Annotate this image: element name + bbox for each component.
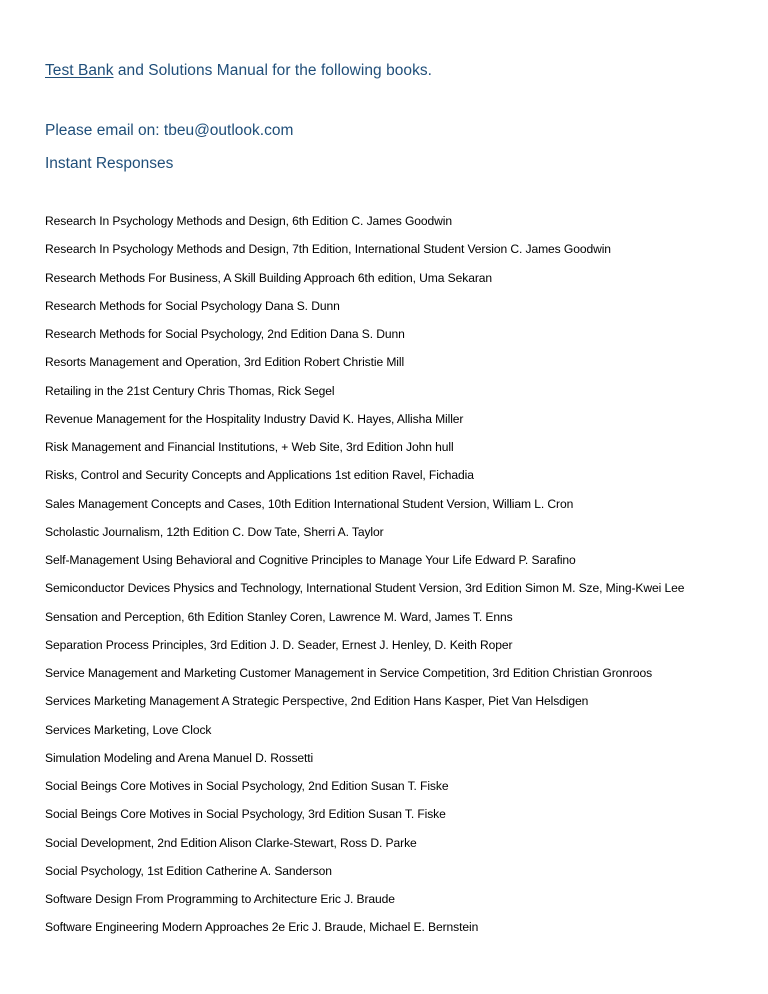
book-list-item: Services Marketing Management A Strategic Perspective, 2nd Edition Hans Kasper, Piet Van Helsdigen [45,694,589,709]
book-list-item: Scholastic Journalism, 12th Edition C. Dow Tate, Sherri A. Taylor [45,524,384,539]
book-list-item: Research Methods For Business, A Skill Building Approach 6th edition, Uma Sekaran [45,270,493,285]
book-list-item: Software Design From Programming to Architecture Eric J. Braude [45,892,395,906]
page-title [45,62,432,80]
book-list-item: Self-Management Using Behavioral and Cognitive Principles to Manage Your Life Edward P. Sarafino [45,553,576,567]
book-list-item: Social Beings Core Motives in Social Psychology, 3rd Edition Susan T. Fiske [45,807,446,822]
test-bank-link[interactable]: Test Bank [45,62,114,79]
book-list [45,212,765,947]
book-list-item: Service Management and Marketing Customer Management in Service Competition, 3rd Edition Christian Gronroos [45,666,653,680]
book-list-item: Research In Psychology Methods and Design, 6th Edition C. James Goodwin [45,214,452,228]
book-list-item: Social Beings Core Motives in Social Psychology, 2nd Edition Susan T. Fiske [45,779,449,793]
book-list-item: Research In Psychology Methods and Design, 7th Edition, International Student Version C. James Goodwin [45,242,611,257]
book-list-item: Sensation and Perception, 6th Edition Stanley Coren, Lawrence M. Ward, James T. Enns [45,609,513,624]
contact-email-line: Please email on: tbeu@outlook.com [45,122,294,139]
book-list-item: Social Psychology, 1st Edition Catherine A. Sanderson [45,863,332,878]
book-list-item: Simulation Modeling and Arena Manuel D. Rossetti [45,750,314,765]
book-list-item: Revenue Management for the Hospitality Industry David K. Hayes, Allisha Miller [45,411,464,426]
book-list-item: Separation Process Principles, 3rd Edition J. D. Seader, Ernest J. Henley, D. Keith Roper [45,637,513,652]
book-list-item: Software Engineering Modern Approaches 2e Eric J. Braude, Michael E. Bernstein [45,920,479,935]
book-list-item: Sales Management Concepts and Cases, 10th Edition International Student Version, William L. Cron [45,496,574,511]
book-list-item: Services Marketing, Love Clock [45,722,212,737]
book-list-item: Research Methods for Social Psychology, 2nd Edition Dana S. Dunn [45,327,405,341]
book-list-item: Retailing in the 21st Century Chris Thomas, Rick Segel [45,383,335,398]
book-list-item: Risk Management and Financial Institutions, + Web Site, 3rd Edition John hull [45,440,454,454]
instant-responses-label: Instant Responses [45,155,174,172]
book-list-item: Research Methods for Social Psychology Dana S. Dunn [45,298,340,313]
page-title-rest: and Solutions Manual for the following books. [113,62,433,79]
book-list-item: Resorts Management and Operation, 3rd Edition Robert Christie Mill [45,355,405,370]
book-list-item: Semiconductor Devices Physics and Technology, International Student Version, 3rd Edition Simon M. Sze, Ming-Kwei Lee [45,581,685,596]
book-list-item: Risks, Control and Security Concepts and Applications 1st edition Ravel, Fichadia [45,468,474,483]
book-list-item: Social Development, 2nd Edition Alison Clarke-Stewart, Ross D. Parke [45,835,417,850]
